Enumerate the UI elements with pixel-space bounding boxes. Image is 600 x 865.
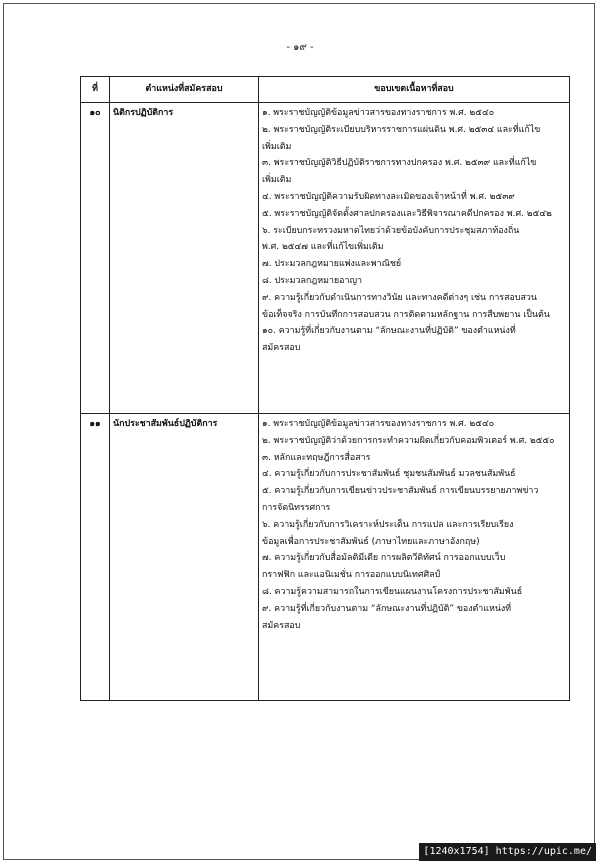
- scope-item: ๔. พระราชบัญญัติความรับผิดทางละเมิดของเจ้าหน้าที่ พ.ศ. ๒๕๓๙: [262, 191, 515, 202]
- scope-list: [259, 103, 570, 414]
- page-number: - ๑๙ -: [286, 42, 314, 53]
- scope-item: ๗. ความรู้เกี่ยวกับสื่อมัลติมีเดีย การผลิตวีดิทัศน์ การออกแบบเว็บ: [262, 553, 506, 564]
- scope-item: ๘. ความรู้ความสามารถในการเขียนแผนงานโครงการประชาสัมพันธ์: [262, 586, 523, 597]
- scope-item: ๑. พระราชบัญญัติข้อมูลข่าวสารของทางราชการ พ.ศ. ๒๕๔๐: [262, 419, 495, 429]
- image-host-watermark: [1240x1754] https://upic.me/: [419, 843, 596, 861]
- row-number: ๑๐: [81, 103, 110, 414]
- position-title: นักประชาสัมพันธ์ปฏิบัติการ: [110, 414, 259, 701]
- scope-item: พ.ศ. ๒๕๔๗ และที่แก้ไขเพิ่มเติม: [262, 242, 384, 253]
- scope-item: ๔. ความรู้เกี่ยวกับการประชาสัมพันธ์ ชุมชนสัมพันธ์ มวลชนสัมพันธ์: [262, 469, 516, 480]
- table-header-row: [81, 77, 570, 103]
- scope-item: ๕. ความรู้เกี่ยวกับการเขียนข่าวประชาสัมพันธ์ การเขียนบรรยายภาพข่าว: [262, 486, 539, 497]
- scope-item: การจัดนิทรรศการ: [262, 502, 331, 513]
- scope-item: กราฟฟิก และแอนิเมชั่น การออกแบบนิเทศศิลป์: [262, 570, 441, 581]
- exam-scope-table: [80, 76, 570, 701]
- position-title: นิติกรปฏิบัติการ: [110, 103, 259, 414]
- table-row: [81, 103, 570, 414]
- scope-item: ข้อมูลเพื่อการประชาสัมพันธ์ (ภาษาไทยและภาษาอังกฤษ): [262, 536, 480, 547]
- scope-item: ๒. พระราชบัญญัติว่าด้วยการกระทำความผิดเกี่ยวกับคอมพิวเตอร์ พ.ศ. ๒๕๕๐: [262, 435, 555, 446]
- scope-item: ๖. ระเบียบกระทรวงมหาดไทยว่าด้วยข้อบังคับการประชุมสภาท้องถิ่น: [262, 225, 520, 236]
- header-scope: ขอบเขตเนื้อหาที่สอบ: [259, 77, 570, 103]
- scope-item: ข้อเท็จจริง การบันทึกการสอบสวน การติดตามหลักฐาน การสืบพยาน เป็นต้น: [262, 309, 550, 320]
- scope-item: ๑. พระราชบัญญัติข้อมูลข่าวสารของทางราชการ พ.ศ. ๒๕๔๐: [262, 108, 495, 118]
- scope-item: เพิ่มเติม: [262, 141, 292, 152]
- scope-item: เพิ่มเติม: [262, 175, 292, 186]
- scope-item: ๓. หลักและทฤษฎีการสื่อสาร: [262, 452, 371, 463]
- header-no: ที่: [81, 77, 110, 103]
- scope-item: ๙. ความรู้เกี่ยวกับดำเนินการทางวินัย และทางคดีต่างๆ เช่น การสอบสวน: [262, 292, 537, 303]
- scope-item: สมัครสอบ: [262, 620, 301, 631]
- scope-item: ๗. ประมวลกฎหมายแพ่งและพาณิชย์: [262, 259, 402, 270]
- row-number: ๑๑: [81, 414, 110, 701]
- scope-item: ๑๐. ความรู้ที่เกี่ยวกับงานตาม “ลักษณะงานที่ปฏิบัติ” ของตำแหน่งที่: [262, 326, 516, 337]
- scope-item: สมัครสอบ: [262, 343, 301, 354]
- table-row: [81, 414, 570, 701]
- scope-item: ๘. ประมวลกฎหมายอาญา: [262, 275, 363, 286]
- scope-item: ๖. ความรู้เกี่ยวกับการวิเคราะห์ประเด็น การแปล และการเรียบเรียง: [262, 519, 514, 530]
- scope-item: ๓. พระราชบัญญัติวิธีปฏิบัติราชการทางปกครอง พ.ศ. ๒๕๓๙ และที่แก้ไข: [262, 158, 537, 169]
- scope-item: ๙. ความรู้ที่เกี่ยวกับงานตาม “ลักษณะงานที่ปฏิบัติ” ของตำแหน่งที่: [262, 603, 512, 614]
- scope-item: ๒. พระราชบัญญัติระเบียบบริหารราชการแผ่นดิน พ.ศ. ๒๕๓๔ และที่แก้ไข: [262, 124, 541, 135]
- scope-item: ๕. พระราชบัญญัติจัดตั้งศาลปกครองและวิธีพิจารณาคดีปกครอง พ.ศ. ๒๕๔๒: [262, 208, 552, 219]
- header-position: ตำแหน่งที่สมัครสอบ: [110, 77, 259, 103]
- scope-list: [259, 414, 570, 701]
